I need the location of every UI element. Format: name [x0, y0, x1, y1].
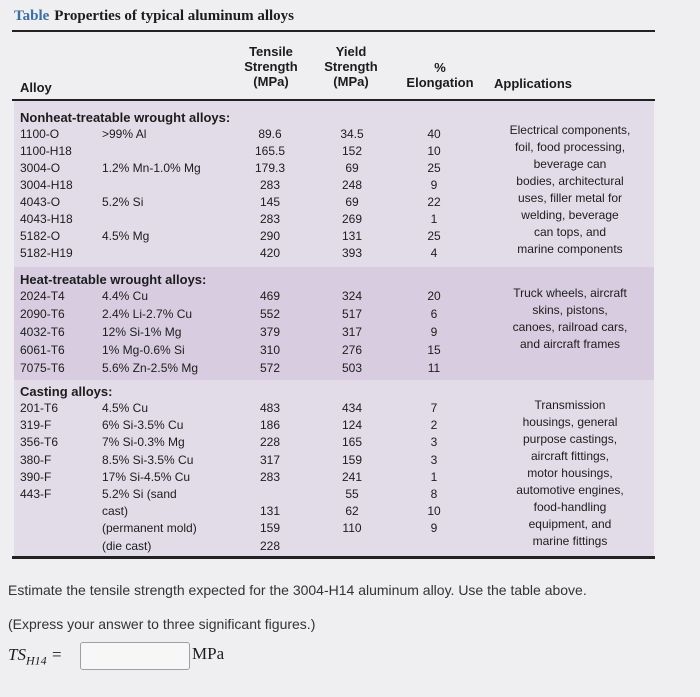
- header-alloy: Alloy: [20, 80, 52, 95]
- application-line: canoes, railroad cars,: [512, 320, 628, 334]
- section-title-casting: Casting alloys:: [20, 384, 113, 399]
- alloy-designation: 201-T6: [20, 401, 59, 415]
- answer-label: [8, 645, 62, 668]
- alloy-designation: 356-T6: [20, 435, 59, 450]
- yield-strength-value: 241: [341, 469, 363, 484]
- tensile-strength-value: 283: [259, 212, 281, 226]
- alloy-designation: 3004-O: [20, 161, 61, 175]
- application-line: automotive engines,: [516, 483, 624, 497]
- table-title-text: Properties of typical aluminum alloys: [54, 8, 295, 24]
- application-line: motor housings,: [527, 466, 613, 480]
- elongation-value: 1: [430, 469, 438, 484]
- yield-strength-value: 131: [341, 229, 363, 243]
- header-yield-l1: Yield: [335, 44, 367, 59]
- tensile-strength-value: 317: [259, 452, 281, 467]
- application-line: Transmission: [534, 398, 606, 412]
- alloy-composition: >99% Al: [102, 127, 147, 141]
- yield-strength-value: 159: [341, 452, 363, 467]
- tensile-strength-value: 165.5: [254, 144, 286, 158]
- tensile-strength-value: 186: [259, 418, 281, 433]
- alloy-designation: 5182-H19: [20, 246, 73, 260]
- elongation-value: 6: [430, 307, 438, 321]
- answer-equals: =: [50, 645, 63, 664]
- application-line: welding, beverage: [521, 208, 619, 222]
- tensile-strength-value: 379: [259, 325, 281, 339]
- bottom-rule: [12, 556, 655, 559]
- alloy-designation: 380-F: [20, 452, 52, 467]
- application-line: skins, pistons,: [532, 303, 608, 317]
- alloy-composition: 2.4% Li-2.7% Cu: [102, 307, 193, 321]
- header-elongation: [398, 60, 482, 90]
- answer-symbol: TS: [8, 645, 26, 664]
- yield-strength-value: 276: [341, 343, 363, 357]
- alloy-designation: 1100-O: [20, 127, 60, 141]
- tensile-strength-value: 483: [259, 401, 281, 415]
- yield-strength-value: 110: [342, 521, 362, 536]
- alloy-designation: 5182-O: [20, 229, 61, 243]
- yield-strength-value: 165: [341, 435, 363, 450]
- alloy-composition: 4.5% Mg: [102, 229, 150, 243]
- table-label: Table: [14, 8, 50, 24]
- alloy-designation: 319-F: [20, 418, 52, 433]
- tensile-strength-value: 420: [259, 246, 281, 260]
- elongation-value: 10: [427, 504, 441, 519]
- application-line: bodies, architectural: [516, 174, 624, 188]
- elongation-value: 11: [427, 361, 441, 375]
- alloy-designation: 6061-T6: [20, 343, 65, 357]
- header-tensile-l1: Tensile: [249, 44, 293, 59]
- application-line: marine components: [517, 242, 623, 256]
- yield-strength-value: 317: [341, 325, 363, 339]
- tensile-strength-value: 89.6: [258, 127, 282, 141]
- yield-strength-value: 434: [341, 401, 363, 415]
- header-yield: [314, 44, 388, 89]
- application-line: aircraft fittings,: [530, 449, 610, 463]
- application-line: foil, food processing,: [514, 140, 626, 154]
- alloy-composition: 6% Si-3.5% Cu: [102, 418, 184, 433]
- tensile-strength-value: 310: [259, 343, 281, 357]
- header-elongation-l2: Elongation: [406, 75, 474, 90]
- elongation-value: 10: [427, 144, 441, 158]
- alloy-composition: 7% Si-0.3% Mg: [102, 435, 185, 450]
- elongation-value: 22: [427, 195, 441, 209]
- elongation-value: 20: [427, 289, 441, 303]
- alloy-composition: 8.5% Si-3.5% Cu: [102, 452, 194, 467]
- tensile-strength-value: 131: [259, 504, 281, 519]
- application-line: purpose castings,: [522, 432, 618, 446]
- application-line: marine fittings: [532, 534, 608, 548]
- elongation-value: 9: [430, 325, 438, 339]
- alloy-composition: (permanent mold): [102, 521, 197, 536]
- alloy-composition: 1.2% Mn-1.0% Mg: [102, 161, 201, 175]
- alloy-composition: (die cast): [102, 538, 152, 553]
- alloy-designation: 4043-H18: [20, 212, 73, 226]
- section-title-heat: Heat-treatable wrought alloys:: [20, 272, 207, 287]
- alloy-designation: 390-F: [20, 469, 52, 484]
- answer-unit: MPa: [192, 644, 225, 663]
- table-title: [14, 8, 294, 25]
- tensile-strength-value: 283: [259, 469, 281, 484]
- section-title-nonheat: Nonheat-treatable wrought alloys:: [20, 110, 231, 125]
- header-yield-l2: Strength: [324, 59, 378, 74]
- tensile-strength-value: 159: [259, 521, 281, 536]
- elongation-value: 3: [430, 435, 438, 450]
- elongation-value: 40: [427, 127, 441, 141]
- yield-strength-value: 324: [341, 289, 363, 303]
- elongation-value: 15: [427, 343, 441, 357]
- yield-strength-value: 503: [341, 361, 363, 375]
- yield-strength-value: 69: [345, 161, 359, 175]
- tensile-strength-value: 290: [259, 229, 281, 243]
- yield-strength-value: 517: [341, 307, 363, 321]
- elongation-value: 1: [430, 212, 438, 226]
- alloy-composition: 17% Si-4.5% Cu: [102, 469, 191, 484]
- yield-strength-value: 69: [345, 195, 359, 209]
- alloy-composition: 5.2% Si (sand: [102, 487, 177, 501]
- application-line: uses, filler metal for: [517, 191, 623, 205]
- alloy-composition: 5.6% Zn-2.5% Mg: [102, 361, 199, 375]
- answer-subscript: H14: [25, 653, 47, 668]
- tensile-strength-value: 228: [259, 435, 281, 450]
- tensile-strength-value: 552: [259, 307, 281, 321]
- elongation-value: 8: [430, 487, 438, 501]
- yield-strength-value: 393: [341, 246, 363, 260]
- alloy-composition: cast): [102, 504, 129, 519]
- tensile-strength-value: 572: [259, 361, 281, 375]
- alloy-composition: 12% Si-1% Mg: [102, 325, 182, 339]
- alloy-composition: 4.4% Cu: [102, 289, 149, 303]
- elongation-value: 4: [430, 246, 438, 260]
- application-line: beverage can: [533, 157, 607, 171]
- yield-strength-value: 248: [341, 178, 363, 192]
- elongation-value: 25: [427, 229, 441, 243]
- header-elongation-l1: %: [434, 60, 446, 75]
- elongation-value: 9: [430, 178, 438, 192]
- elongation-value: 7: [430, 401, 438, 415]
- yield-strength-value: 62: [345, 504, 359, 519]
- yield-strength-value: 55: [345, 487, 359, 501]
- tensile-strength-value: 179.3: [254, 161, 286, 175]
- alloy-composition: 4.5% Cu: [102, 401, 149, 415]
- tensile-strength-value: 283: [259, 178, 281, 192]
- yield-strength-value: 269: [341, 212, 363, 226]
- tensile-strength-value: 469: [259, 289, 281, 303]
- application-line: housings, general: [522, 415, 618, 429]
- question-instruction: (Express your answer to three significant figures.): [8, 616, 316, 632]
- tensile-strength-value: 145: [259, 195, 281, 209]
- alloy-designation: 3004-H18: [20, 178, 73, 192]
- tensile-strength-value: 228: [259, 538, 281, 553]
- application-line: can tops, and: [533, 225, 607, 239]
- alloy-designation: 4043-O: [20, 195, 61, 209]
- header-yield-l3: (MPa): [333, 74, 369, 89]
- top-rule: [12, 30, 655, 32]
- yield-strength-value: 152: [341, 144, 363, 158]
- elongation-value: 9: [430, 521, 438, 536]
- alloy-designation: 7075-T6: [20, 361, 65, 375]
- header-tensile: [234, 44, 308, 89]
- application-line: Truck wheels, aircraft: [513, 286, 627, 300]
- alloy-designation: 2090-T6: [20, 307, 65, 321]
- alloy-composition: 5.2% Si: [102, 195, 144, 209]
- alloy-composition: 1% Mg-0.6% Si: [102, 343, 185, 357]
- elongation-value: 3: [430, 452, 438, 467]
- alloy-designation: 2024-T4: [20, 289, 65, 303]
- alloy-designation: 1100-H18: [20, 144, 72, 158]
- alloy-designation: 443-F: [20, 487, 52, 501]
- tensile-strength-answer-input[interactable]: [80, 642, 190, 670]
- yield-strength-value: 124: [341, 418, 363, 433]
- question-text: Estimate the tensile strength expected for the 3004-H14 aluminum alloy. Use the table above.: [8, 582, 587, 598]
- alloy-designation: 4032-T6: [20, 325, 65, 339]
- application-line: and aircraft frames: [519, 337, 621, 351]
- header-tensile-l3: (MPa): [253, 74, 289, 89]
- application-line: Electrical components,: [509, 123, 631, 137]
- elongation-value: 25: [427, 161, 441, 175]
- elongation-value: 2: [430, 418, 438, 433]
- header-tensile-l2: Strength: [244, 59, 298, 74]
- application-line: food-handling: [533, 500, 607, 514]
- header-applications: Applications: [494, 76, 573, 91]
- yield-strength-value: 34.5: [340, 127, 364, 141]
- application-line: equipment, and: [528, 517, 612, 531]
